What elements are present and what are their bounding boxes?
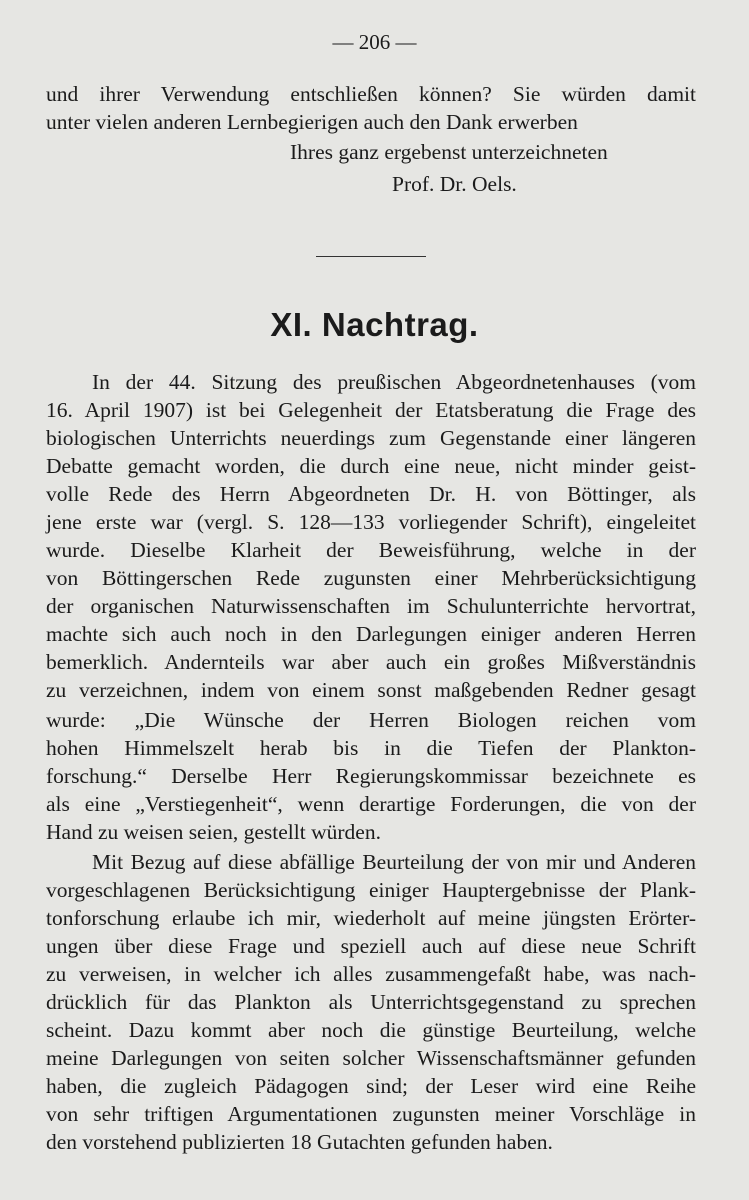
paragraph2-line: haben, die zugleich Pädagogen sind; der Leser wird eine Reihe (46, 1074, 696, 1098)
section-divider (316, 256, 426, 257)
signature-closing: Ihres ganz ergebenst unterzeichneten (290, 140, 608, 164)
paragraph2-line: drücklich für das Plankton als Unterrichtsgegenstand zu sprechen (46, 990, 696, 1014)
paragraph1-line: zu verzeichnen, indem von einem sonst maßgebenden Redner gesagt (46, 678, 696, 702)
paragraph2-line: meine Darlegungen von seiten solcher Wissenschaftsmänner gefunden (46, 1046, 696, 1070)
paragraph1-line: bemerklich. Andernteils war aber auch ein großes Mißverständnis (46, 650, 696, 674)
paragraph1-line: von Böttingerschen Rede zugunsten einer Mehrberücksichtigung (46, 566, 696, 590)
paragraph1-line: volle Rede des Herrn Abgeordneten Dr. H. von Böttinger, als (46, 482, 696, 506)
paragraph1-line: forschung.“ Derselbe Herr Regierungskommissar bezeichnete es (46, 764, 696, 788)
paragraph1-line: biologischen Unterrichts neuerdings zum Gegenstande einer längeren (46, 426, 696, 450)
paragraph1-line: 16. April 1907) ist bei Gelegenheit der Etatsberatung die Frage des (46, 398, 696, 422)
page-number: — 206 — (332, 30, 417, 54)
paragraph1-line: hohen Himmelszelt herab bis in die Tiefen der Plankton- (46, 736, 696, 760)
paragraph1-line: der organischen Naturwissenschaften im Schulunterrichte hervortrat, (46, 594, 696, 618)
paragraph1-line: wurde. Dieselbe Klarheit der Beweisführung, welche in der (46, 538, 696, 562)
paragraph1-line: Hand zu weisen seien, gestellt würden. (46, 820, 381, 844)
section-heading: XI. Nachtrag. (270, 306, 479, 343)
signature-name: Prof. Dr. Oels. (392, 172, 517, 196)
paragraph1-line: als eine „Verstiegenheit“, wenn derartige Forderungen, die von der (46, 792, 696, 816)
paragraph2-line: von sehr triftigen Argumentationen zugunsten meiner Vorschläge in (46, 1102, 696, 1126)
paragraph1-line: wurde: „Die Wünsche der Herren Biologen reichen vom (46, 708, 696, 732)
paragraph2-line: scheint. Dazu kommt aber noch die günstige Beurteilung, welche (46, 1018, 696, 1042)
paragraph2-line: Mit Bezug auf diese abfällige Beurteilung der von mir und Anderen (92, 850, 696, 874)
paragraph1-line: Debatte gemacht worden, die durch eine neue, nicht minder geist- (46, 454, 696, 478)
intro-line: unter vielen anderen Lernbegierigen auch den Dank erwerben (46, 110, 578, 134)
paragraph2-line: tonforschung erlaube ich mir, wiederholt auf meine jüngsten Erörter- (46, 906, 696, 930)
paragraph2-line: ungen über diese Frage und speziell auch auf diese neue Schrift (46, 934, 696, 958)
paragraph2-line: den vorstehend publizierten 18 Gutachten gefunden haben. (46, 1130, 553, 1154)
intro-line: und ihrer Verwendung entschließen können? Sie würden damit (46, 82, 696, 106)
paragraph1-line: machte sich auch noch in den Darlegungen einiger anderen Herren (46, 622, 696, 646)
paragraph1-line: jene erste war (vergl. S. 128—133 vorliegender Schrift), eingeleitet (46, 510, 696, 534)
paragraph2-line: zu verweisen, in welcher ich alles zusammengefaßt habe, was nach- (46, 962, 696, 986)
paragraph1-line: In der 44. Sitzung des preußischen Abgeordnetenhauses (vom (92, 370, 696, 394)
paragraph2-line: vorgeschlagenen Berücksichtigung einiger Hauptergebnisse der Plank- (46, 878, 696, 902)
